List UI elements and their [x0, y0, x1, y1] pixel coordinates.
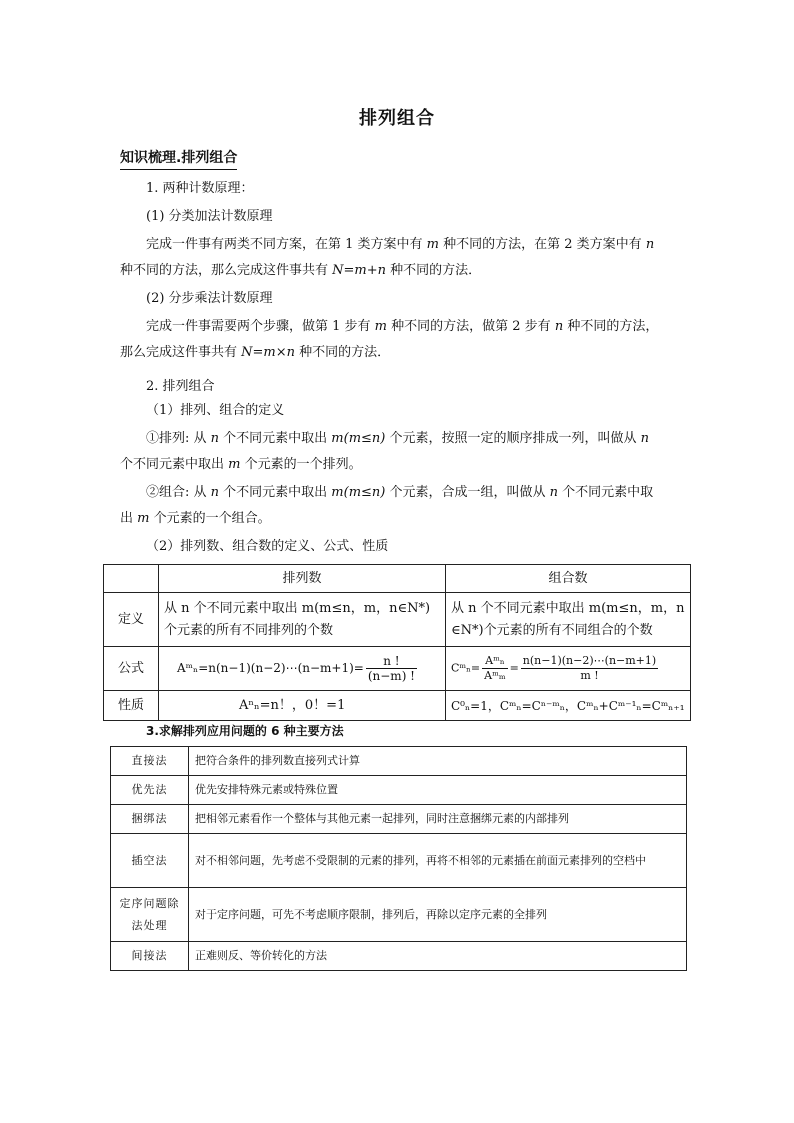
method-name: 插空法 — [111, 834, 189, 888]
paragraph-line: ①排列: 从 n 个不同元素中取出 m(m≤n) 个元素，按照一定的顺序排成一列，叫做从 n — [146, 431, 650, 446]
definition-combination: 从 n 个不同元素中取出 m(m≤n，m，n ∈N*)个元素的所有不同组合的个数 — [446, 593, 691, 647]
method-description: 把相邻元素看作一个整体与其他元素一起排列，同时注意捆绑元素的内部排列 — [189, 805, 687, 834]
subheading-six-methods: 3.求解排列应用问题的 6 种主要方法 — [146, 724, 344, 738]
paragraph-line: ②组合: 从 n 个不同元素中取出 m(m≤n) 个元素，合成一组，叫做从 n 个不同元素中取 — [146, 485, 654, 500]
table-cell-empty — [104, 565, 159, 593]
definition-permutation: 从 n 个不同元素中取出 m(m≤n，m，n∈N*) 个元素的所有不同排列的个数 — [159, 593, 446, 647]
method-description: 把符合条件的排列数直接列式计算 — [189, 747, 687, 776]
method-name: 直接法 — [111, 747, 189, 776]
column-header-permutation: 排列数 — [159, 565, 446, 593]
paragraph-line: 种不同的方法，那么完成这件事共有 N=m+n 种不同的方法． — [120, 263, 482, 278]
row-label-definition: 定义 — [104, 593, 159, 647]
method-description: 对不相邻问题，先考虑不受限制的元素的排列，再将不相邻的元素插在前面元素排列的空档中 — [189, 834, 687, 888]
subheading-multiplication-principle: (2) 分步乘法计数原理 — [146, 291, 273, 306]
formula-combination: Cᵐₙ= $\frac{\text{Aᵐₙ}}{\text{Aᵐₘ}}$ = $\frac{n(n-1)(n-2)\cdots(n-m+1)}{m !}$ — [446, 647, 691, 691]
heading-counting-principles: 1. 两种计数原理： — [146, 181, 254, 196]
section-heading: 知识梳理.排列组合 — [120, 147, 237, 170]
method-name: 定序问题除法处理 — [111, 888, 189, 942]
subheading-formulas: （2）排列数、组合数的定义、公式、性质 — [146, 539, 389, 554]
property-combination: C⁰ₙ=1，Cᵐₙ=Cⁿ⁻ᵐₙ，Cᵐₙ+Cᵐ⁻¹ₙ=Cᵐₙ₊₁ — [446, 691, 691, 721]
row-label-formula: 公式 — [104, 647, 159, 691]
paragraph-line: 出 m 个元素的一个组合。 — [120, 511, 271, 526]
property-permutation: Aⁿₙ=n！，0！=1 — [159, 691, 446, 721]
paragraph-line: 完成一件事需要两个步骤，做第 1 步有 m 种不同的方法，做第 2 步有 n 种不同的方法， — [146, 319, 659, 334]
formula-permutation: Aᵐₙ=n(n−1)(n−2)⋯(n−m+1)= $\frac{n !}{(n-m) !}$ — [159, 647, 446, 691]
paragraph-line: 个不同元素中取出 m 个元素的一个排列。 — [120, 457, 362, 472]
method-name: 优先法 — [111, 776, 189, 805]
subheading-addition-principle: (1) 分类加法计数原理 — [146, 209, 273, 224]
subheading-definitions: （1）排列、组合的定义 — [146, 403, 285, 418]
heading-permutation-combination: 2. 排列组合 — [146, 379, 215, 394]
row-label-property: 性质 — [104, 691, 159, 721]
methods-table — [110, 746, 687, 971]
formula-table — [103, 564, 691, 721]
method-description: 对于定序问题，可先不考虑顺序限制，排列后，再除以定序元素的全排列 — [189, 888, 687, 942]
column-header-combination: 组合数 — [446, 565, 691, 593]
paragraph-line: 那么完成这件事共有 N=m×n 种不同的方法． — [120, 345, 391, 360]
paragraph-line: 完成一件事有两类不同方案，在第 1 类方案中有 m 种不同的方法，在第 2 类方案中有 n — [146, 237, 655, 252]
method-description: 优先安排特殊元素或特殊位置 — [189, 776, 687, 805]
method-name: 间接法 — [111, 942, 189, 971]
method-description: 正难则反、等价转化的方法 — [189, 942, 687, 971]
page-title: 排列组合 — [359, 108, 435, 129]
method-name: 捆绑法 — [111, 805, 189, 834]
